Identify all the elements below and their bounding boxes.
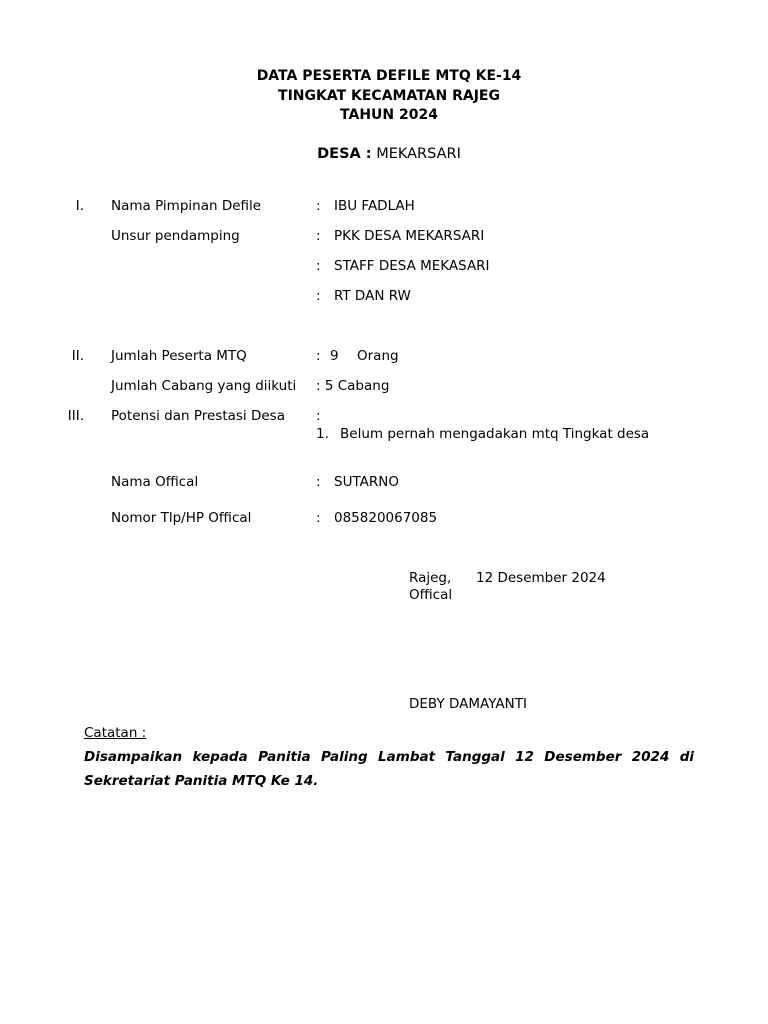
title-line-2: TINGKAT KECAMATAN RAJEG — [278, 88, 500, 104]
cabang-value: : 5 Cabang — [316, 378, 390, 394]
desa-heading — [0, 146, 768, 162]
pimpinan-label: Nama Pimpinan Defile — [111, 198, 262, 214]
potensi-item-number: 1. — [316, 426, 329, 442]
peserta-label: Jumlah Peserta MTQ — [111, 348, 247, 364]
potensi-label: Potensi dan Prestasi Desa — [111, 408, 285, 424]
signature-role: Offical — [409, 587, 453, 603]
potensi-item-text: Belum pernah mengadakan mtq Tingkat desa — [340, 426, 650, 442]
section-2-number: II. — [71, 348, 84, 364]
signature-date: 12 Desember 2024 — [476, 570, 606, 586]
pendamping-label: Unsur pendamping — [111, 228, 240, 244]
official-phone-label: Nomor Tlp/HP Offical — [111, 510, 252, 526]
pimpinan-colon: : — [316, 198, 321, 214]
pendamping-value-2: STAFF DESA MEKASARI — [334, 258, 490, 274]
pendamping-colon: : — [316, 228, 321, 244]
desa-value: MEKARSARI — [376, 146, 461, 162]
section-3-number: III. — [67, 408, 84, 424]
section-1-number: I. — [75, 198, 84, 214]
official-name-colon: : — [316, 474, 321, 490]
cabang-label: Jumlah Cabang yang diikuti — [111, 378, 297, 394]
pendamping-colon-3: : — [316, 288, 321, 304]
title-line-3: TAHUN 2024 — [340, 107, 438, 123]
desa-label: DESA : — [317, 146, 372, 162]
note-text: Disampaikan kepada Panitia Paling Lambat Tanggal 12 Desember 2024 di Sekretariat Panitia MTQ Ke 14. — [84, 749, 694, 789]
signature-name: DEBY DAMAYANTI — [409, 696, 527, 712]
pimpinan-value: IBU FADLAH — [334, 198, 415, 214]
pendamping-value-1: PKK DESA MEKARSARI — [334, 228, 485, 244]
pendamping-colon-2: : — [316, 258, 321, 274]
title-line-1: DATA PESERTA DEFILE MTQ KE-14 — [256, 68, 522, 84]
peserta-colon: : — [316, 348, 321, 364]
peserta-unit: Orang — [357, 348, 399, 364]
note-label: Catatan : — [84, 725, 147, 741]
peserta-count: 9 — [330, 348, 339, 364]
official-name-value: SUTARNO — [334, 474, 399, 490]
potensi-colon: : — [316, 408, 321, 424]
pendamping-value-3: RT DAN RW — [334, 288, 411, 304]
official-phone-value: 085820067085 — [334, 510, 438, 526]
signature-place: Rajeg, — [409, 570, 452, 586]
official-name-label: Nama Offical — [111, 474, 199, 490]
official-phone-colon: : — [316, 510, 321, 526]
